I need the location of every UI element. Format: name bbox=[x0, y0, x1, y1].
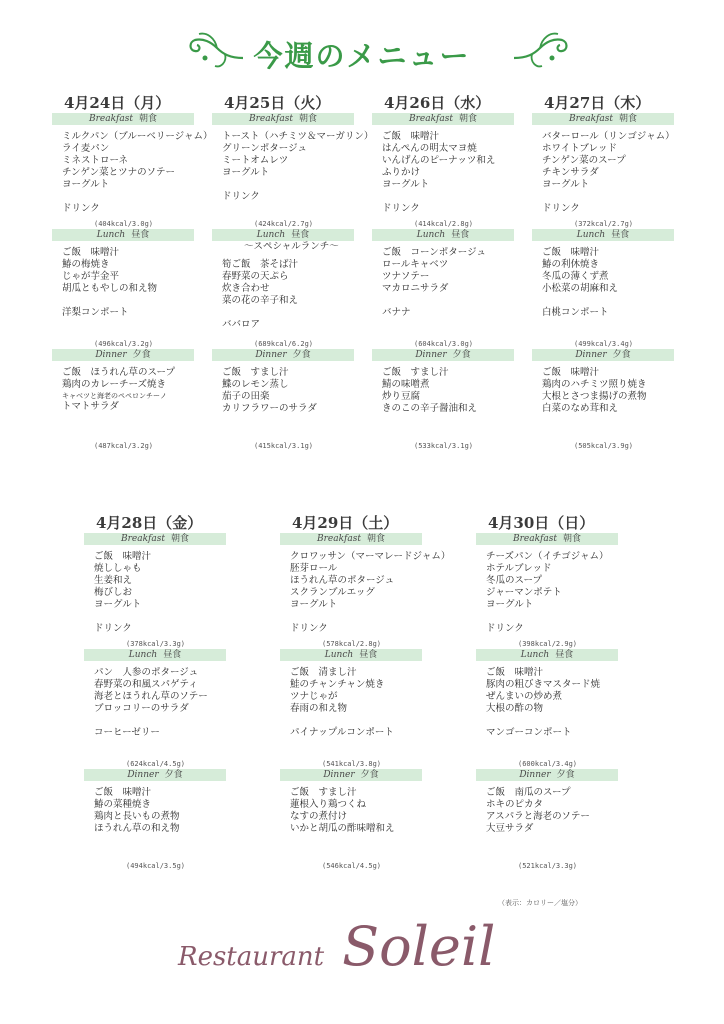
menu-item: マカロニサラダ bbox=[382, 283, 449, 294]
lunch-label-jp: 昼食 bbox=[291, 230, 310, 240]
lunch-bar bbox=[280, 649, 422, 661]
menu-item: ドリンク bbox=[222, 191, 260, 202]
blank-line bbox=[382, 295, 522, 307]
menu-item: 豚肉の粗びきマスタード焼 bbox=[486, 679, 601, 690]
menu-item: 菜の花の辛子和え bbox=[222, 295, 299, 306]
menu-item: パン 人参のポタージュ bbox=[94, 667, 199, 678]
lunch-label-en: Lunch bbox=[96, 230, 126, 240]
breakfast-items bbox=[94, 551, 234, 639]
menu-item: ご飯 味噌汁 bbox=[62, 247, 120, 258]
lunch-items bbox=[222, 259, 362, 339]
menu-item: チーズパン（イチゴジャム） bbox=[486, 551, 609, 562]
dinner-items bbox=[62, 367, 202, 441]
menu-item: 鰈のレモン蒸し bbox=[222, 379, 289, 390]
menu-item: 鶏肉と長いもの煮物 bbox=[94, 811, 180, 822]
menu-item: ヨーグルト bbox=[382, 179, 430, 190]
blank-line bbox=[486, 715, 626, 727]
blank-line bbox=[94, 715, 234, 727]
menu-item: ほうれん草のポタージュ bbox=[290, 575, 395, 586]
lunch-items bbox=[290, 667, 430, 759]
menu-item: ホテルブレッド bbox=[486, 563, 552, 574]
menu-item: ライ麦パン bbox=[62, 143, 110, 154]
breakfast-bar bbox=[476, 533, 618, 545]
menu-item: なすの煮付け bbox=[290, 811, 348, 822]
lunch-bar bbox=[212, 229, 354, 241]
breakfast-items bbox=[542, 131, 682, 219]
lunch-label-en: Lunch bbox=[324, 650, 354, 660]
day-column bbox=[212, 93, 374, 451]
lunch-label-en: Lunch bbox=[416, 230, 446, 240]
breakfast-kcal: (578kcal/2.8g) bbox=[322, 640, 382, 648]
day-column bbox=[52, 93, 213, 451]
menu-item: ご飯 すまし汁 bbox=[222, 367, 289, 378]
breakfast-items bbox=[486, 551, 626, 639]
dinner-kcal: (415kcal/3.1g) bbox=[254, 442, 314, 450]
blank-line bbox=[222, 179, 362, 191]
day-date: 4月24日（月） bbox=[64, 94, 171, 112]
dinner-label-en: Dinner bbox=[575, 350, 607, 360]
dinner-bar bbox=[212, 349, 354, 361]
menu-item: 海老とほうれん草のソテー bbox=[94, 691, 208, 702]
restaurant-logo bbox=[178, 915, 495, 978]
day-column bbox=[532, 93, 682, 451]
lunch-label-jp: 昼食 bbox=[163, 650, 182, 660]
menu-item: ホキのピカタ bbox=[486, 799, 544, 810]
dinner-items bbox=[94, 787, 234, 861]
menu-item: 胡瓜ともやしの和え物 bbox=[62, 283, 158, 294]
lunch-items bbox=[62, 247, 202, 339]
menu-item: ツナソテー bbox=[382, 271, 430, 282]
lunch-items bbox=[542, 247, 682, 339]
dinner-label-jp: 夕食 bbox=[452, 350, 471, 360]
breakfast-kcal: (404kcal/3.0g) bbox=[94, 220, 154, 228]
breakfast-kcal: (414kcal/2.8g) bbox=[414, 220, 474, 228]
menu-item: 鶏肉のハチミツ照り焼き bbox=[542, 379, 647, 390]
dinner-kcal: (521kcal/3.3g) bbox=[518, 862, 578, 870]
page-title: 今週のメニュー bbox=[253, 39, 471, 73]
menu-item: スクランブルエッグ bbox=[290, 587, 375, 598]
breakfast-bar bbox=[212, 113, 354, 125]
menu-item: 鶏肉のカレーチーズ焼き bbox=[62, 379, 167, 390]
menu-item: 春雨の和え物 bbox=[290, 703, 348, 714]
menu-item: ヨーグルト bbox=[486, 599, 534, 610]
menu-item: ご飯 味噌汁 bbox=[382, 131, 440, 142]
blank-line bbox=[62, 191, 202, 203]
menu-item: ご飯 味噌汁 bbox=[94, 787, 152, 798]
menu-item: チキンサラダ bbox=[542, 167, 599, 178]
lunch-bar bbox=[84, 649, 226, 661]
menu-item: パイナップルコンポート bbox=[290, 727, 394, 738]
dinner-items bbox=[222, 367, 362, 441]
day-date: 4月29日（土） bbox=[292, 514, 399, 532]
lunch-bar bbox=[372, 229, 514, 241]
dinner-label-jp: 夕食 bbox=[132, 350, 151, 360]
breakfast-label-jp: 朝食 bbox=[366, 534, 385, 544]
menu-item: バターロール（リンゴジャム） bbox=[542, 131, 675, 142]
lunch-bar bbox=[476, 649, 618, 661]
breakfast-bar bbox=[84, 533, 226, 545]
lunch-label-en: Lunch bbox=[256, 230, 286, 240]
breakfast-kcal: (372kcal/2.7g) bbox=[574, 220, 634, 228]
day-date: 4月26日（水） bbox=[384, 94, 491, 112]
dinner-label-en: Dinner bbox=[415, 350, 447, 360]
dinner-kcal: (546kcal/4.5g) bbox=[322, 862, 382, 870]
blank-line bbox=[222, 307, 362, 319]
menu-item: バナナ bbox=[382, 307, 411, 318]
menu-item: ほうれん草の和え物 bbox=[94, 823, 180, 834]
menu-item: 鰆の梅焼き bbox=[62, 259, 110, 270]
blank-line bbox=[382, 191, 522, 203]
menu-item: ご飯 コーンポタージュ bbox=[382, 247, 486, 258]
dinner-kcal: (494kcal/3.5g) bbox=[126, 862, 186, 870]
dinner-label-en: Dinner bbox=[519, 770, 551, 780]
menu-item: ロールキャベツ bbox=[382, 259, 449, 270]
menu-item: ブロッコリーのサラダ bbox=[94, 703, 189, 714]
menu-item: ドリンク bbox=[382, 203, 420, 214]
breakfast-items bbox=[382, 131, 522, 219]
dinner-items bbox=[486, 787, 626, 861]
lunch-kcal: (496kcal/3.2g) bbox=[94, 340, 154, 348]
menu-item: ジャーマンポテト bbox=[486, 587, 562, 598]
breakfast-label-en: Breakfast bbox=[512, 534, 557, 544]
menu-item: キャベツと海老のペペロンチーノ bbox=[62, 392, 167, 400]
dinner-kcal: (505kcal/3.9g) bbox=[574, 442, 634, 450]
breakfast-items bbox=[222, 131, 374, 219]
menu-item: ご飯 清まし汁 bbox=[290, 667, 357, 678]
lunch-label-en: Lunch bbox=[520, 650, 550, 660]
lunch-items bbox=[486, 667, 626, 759]
menu-item: きのこの辛子醤油和え bbox=[382, 403, 478, 414]
menu-item: ミルクパン（ブルーベリージャム） bbox=[62, 131, 213, 142]
menu-item: チンゲン菜とツナのソテー bbox=[62, 167, 175, 178]
menu-item: トースト（ハチミツ＆マーガリン） bbox=[222, 131, 374, 142]
menu-item: アスパラと海老のソテー bbox=[486, 811, 590, 822]
dinner-label-jp: 夕食 bbox=[292, 350, 311, 360]
lunch-subtitle bbox=[222, 241, 362, 253]
lunch-items bbox=[382, 247, 522, 339]
dinner-bar bbox=[532, 349, 674, 361]
lunch-kcal: (499kcal/3.4g) bbox=[574, 340, 634, 348]
menu-item: ご飯 味噌汁 bbox=[94, 551, 152, 562]
menu-item: トマトサラダ bbox=[62, 401, 119, 412]
blank-line bbox=[290, 715, 430, 727]
menu-item: ご飯 ほうれん草のスープ bbox=[62, 367, 176, 378]
blank-line bbox=[542, 191, 682, 203]
menu-item: ご飯 味噌汁 bbox=[542, 367, 600, 378]
breakfast-kcal: (378kcal/3.3g) bbox=[126, 640, 186, 648]
menu-item: はんぺんの明太マヨ焼 bbox=[382, 143, 477, 154]
lunch-kcal: (604kcal/3.0g) bbox=[414, 340, 474, 348]
blank-line bbox=[62, 295, 202, 307]
blank-line bbox=[542, 295, 682, 307]
menu-item: ヨーグルト bbox=[542, 179, 590, 190]
breakfast-label-jp: 朝食 bbox=[562, 534, 581, 544]
menu-item: いかと胡瓜の酢味噌和え bbox=[290, 823, 395, 834]
dinner-label-jp: 夕食 bbox=[612, 350, 631, 360]
menu-item: ドリンク bbox=[62, 203, 100, 214]
menu-item: ドリンク bbox=[94, 623, 132, 634]
lunch-label-jp: 昼食 bbox=[611, 230, 630, 240]
breakfast-label-en: Breakfast bbox=[248, 114, 293, 124]
lunch-kcal: (541kcal/3.8g) bbox=[322, 760, 382, 768]
menu-item: ご飯 味噌汁 bbox=[542, 247, 600, 258]
menu-item: 鰆の利休焼き bbox=[542, 259, 600, 270]
day-column bbox=[84, 513, 234, 871]
day-date: 4月30日（日） bbox=[488, 514, 595, 532]
breakfast-kcal: (398kcal/2.9g) bbox=[518, 640, 578, 648]
breakfast-label-en: Breakfast bbox=[120, 534, 165, 544]
menu-item: 白菜のなめ茸和え bbox=[542, 403, 619, 414]
breakfast-label-jp: 朝食 bbox=[170, 534, 189, 544]
menu-item: カリフラワーのサラダ bbox=[222, 403, 317, 414]
menu-item: 炒り豆腐 bbox=[382, 391, 421, 402]
menu-item: ドリンク bbox=[542, 203, 580, 214]
blank-line bbox=[94, 611, 234, 623]
menu-item: 大根とさつま揚げの煮物 bbox=[542, 391, 647, 402]
menu-item: 大根の酢の物 bbox=[486, 703, 544, 714]
dinner-label-en: Dinner bbox=[255, 350, 287, 360]
dinner-bar bbox=[372, 349, 514, 361]
menu-item: 梅びしお bbox=[94, 587, 133, 598]
breakfast-bar bbox=[52, 113, 194, 125]
day-date: 4月25日（火） bbox=[224, 94, 331, 112]
menu-item: じゃが芋金平 bbox=[62, 271, 120, 282]
menu-item: ミートオムレツ bbox=[222, 155, 289, 166]
breakfast-items bbox=[62, 131, 213, 219]
menu-item: クロワッサン（マーマレードジャム） bbox=[290, 551, 451, 562]
breakfast-label-en: Breakfast bbox=[88, 114, 133, 124]
lunch-label-jp: 昼食 bbox=[451, 230, 470, 240]
menu-item: 大豆サラダ bbox=[486, 823, 534, 834]
menu-item: コーヒーゼリー bbox=[94, 727, 160, 738]
dinner-kcal: (487kcal/3.2g) bbox=[94, 442, 154, 450]
menu-item: ドリンク bbox=[486, 623, 524, 634]
blank-line bbox=[486, 611, 626, 623]
menu-item: 鮭のチャンチャン焼き bbox=[290, 679, 385, 690]
lunch-kcal: (689kcal/6.2g) bbox=[254, 340, 314, 348]
breakfast-label-jp: 朝食 bbox=[618, 114, 637, 124]
breakfast-label-en: Breakfast bbox=[568, 114, 613, 124]
day-date: 4月28日（金） bbox=[96, 514, 203, 532]
menu-item: ご飯 すまし汁 bbox=[290, 787, 357, 798]
dinner-label-en: Dinner bbox=[127, 770, 159, 780]
menu-item: ふりかけ bbox=[382, 167, 421, 178]
menu-item: 鯖の味噌煮 bbox=[382, 379, 430, 390]
lunch-label-jp: 昼食 bbox=[555, 650, 574, 660]
dinner-label-jp: 夕食 bbox=[556, 770, 575, 780]
dinner-label-jp: 夕食 bbox=[164, 770, 183, 780]
menu-item: いんげんのピーナッツ和え bbox=[382, 155, 496, 166]
lunch-label-en: Lunch bbox=[128, 650, 158, 660]
breakfast-label-en: Breakfast bbox=[316, 534, 361, 544]
menu-item: ヨーグルト bbox=[62, 179, 110, 190]
lunch-kcal: (624kcal/4.5g) bbox=[126, 760, 186, 768]
menu-item: ヨーグルト bbox=[94, 599, 142, 610]
menu-item: ツナじゃが bbox=[290, 691, 338, 702]
dinner-items bbox=[382, 367, 522, 441]
menu-item: ババロア bbox=[222, 319, 261, 330]
breakfast-bar bbox=[532, 113, 674, 125]
lunch-label-jp: 昼食 bbox=[359, 650, 378, 660]
breakfast-label-en: Breakfast bbox=[408, 114, 453, 124]
dinner-items bbox=[542, 367, 682, 441]
menu-item: ホワイトブレッド bbox=[542, 143, 617, 154]
menu-item: 炊き合わせ bbox=[222, 283, 270, 294]
dinner-bar bbox=[52, 349, 194, 361]
menu-item: ヨーグルト bbox=[222, 167, 270, 178]
menu-item: ご飯 すまし汁 bbox=[382, 367, 449, 378]
footnote: （表示：カロリー／塩分） bbox=[498, 899, 582, 907]
day-date: 4月27日（木） bbox=[544, 94, 651, 112]
breakfast-bar bbox=[372, 113, 514, 125]
dinner-bar bbox=[280, 769, 422, 781]
menu-item: ドリンク bbox=[290, 623, 328, 634]
menu-item: 鰆の菜種焼き bbox=[94, 799, 152, 810]
lunch-kcal: (600kcal/3.4g) bbox=[518, 760, 578, 768]
menu-item: 焼ししゃも bbox=[94, 563, 142, 574]
day-column bbox=[476, 513, 626, 871]
menu-item: 茄子の田楽 bbox=[222, 391, 270, 402]
menu-item: ご飯 南瓜のスープ bbox=[486, 787, 571, 798]
brand-name: Soleil bbox=[342, 915, 496, 978]
breakfast-label-jp: 朝食 bbox=[138, 114, 157, 124]
menu-item: ヨーグルト bbox=[290, 599, 338, 610]
menu-item: チンゲン菜のスープ bbox=[542, 155, 626, 166]
dinner-label-en: Dinner bbox=[95, 350, 127, 360]
menu-item: ぜんまいの炒め煮 bbox=[486, 691, 563, 702]
menu-item: 胚芽ロール bbox=[290, 563, 338, 574]
breakfast-bar bbox=[280, 533, 422, 545]
day-column bbox=[280, 513, 451, 871]
menu-item: マンゴーコンポート bbox=[486, 727, 572, 738]
lunch-subtitle-text: ～スペシャルランチ～ bbox=[244, 241, 339, 252]
menu-item: 白桃コンポート bbox=[542, 307, 609, 318]
dinner-items bbox=[290, 787, 430, 861]
breakfast-label-jp: 朝食 bbox=[458, 114, 477, 124]
menu-item: 冬瓜の薄くず煮 bbox=[542, 271, 609, 282]
brand-restaurant: Restaurant bbox=[178, 942, 325, 972]
menu-item: 小松菜の胡麻和え bbox=[542, 283, 619, 294]
breakfast-items bbox=[290, 551, 451, 639]
lunch-items bbox=[94, 667, 234, 759]
dinner-label-jp: 夕食 bbox=[360, 770, 379, 780]
menu-item: 筍ご飯 茶そば汁 bbox=[222, 259, 299, 270]
breakfast-kcal: (424kcal/2.7g) bbox=[254, 220, 314, 228]
menu-item: 蓮根入り鶏つくね bbox=[290, 799, 367, 810]
lunch-bar bbox=[532, 229, 674, 241]
menu-item: 冬瓜のスープ bbox=[486, 575, 543, 586]
lunch-label-en: Lunch bbox=[576, 230, 606, 240]
day-column bbox=[372, 93, 522, 451]
lunch-bar bbox=[52, 229, 194, 241]
menu-item: 洋梨コンポート bbox=[62, 307, 129, 318]
breakfast-label-jp: 朝食 bbox=[298, 114, 317, 124]
dinner-kcal: (533kcal/3.1g) bbox=[414, 442, 474, 450]
menu-item: 春野菜の天ぷら bbox=[222, 271, 289, 282]
menu-item: ミネストローネ bbox=[62, 155, 129, 166]
dinner-bar bbox=[84, 769, 226, 781]
dinner-label-en: Dinner bbox=[323, 770, 355, 780]
menu-item: グリーンポタージュ bbox=[222, 143, 307, 154]
dinner-bar bbox=[476, 769, 618, 781]
blank-line bbox=[290, 611, 430, 623]
menu-item: 春野菜の和風スパゲティ bbox=[94, 679, 198, 690]
menu-item: ご飯 味噌汁 bbox=[486, 667, 544, 678]
lunch-label-jp: 昼食 bbox=[131, 230, 150, 240]
menu-item: 生姜和え bbox=[94, 575, 133, 586]
